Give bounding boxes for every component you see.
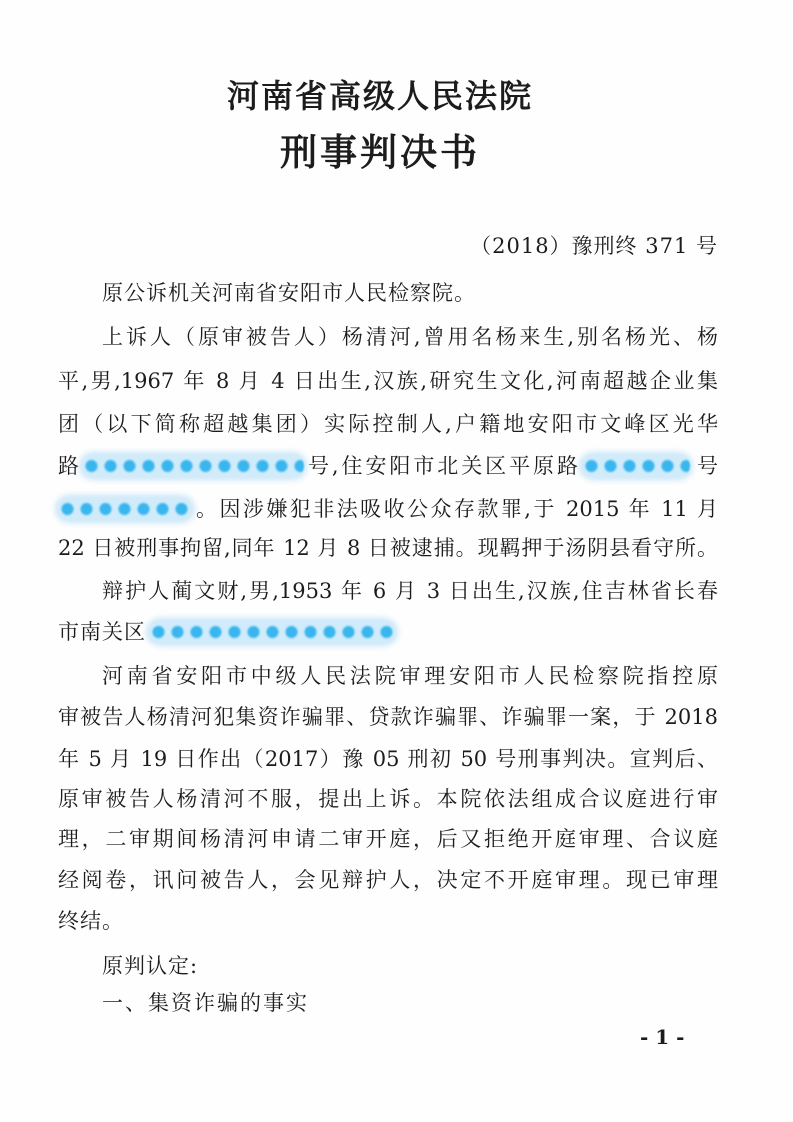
court-name-title: 河南省高级人民法院 bbox=[226, 77, 533, 115]
appellant-line-1: 上诉人（原审被告人）杨清河,曾用名杨来生,别名杨光、杨 bbox=[102, 325, 718, 349]
case-number: （2018）豫刑终 371 号 bbox=[470, 234, 718, 258]
appellant-line-4-text-a: 路 bbox=[58, 454, 79, 478]
prosecutor-line: 原公诉机关河南省安阳市人民检察院。 bbox=[102, 281, 476, 305]
appellant-line-3: 团（以下简称超越集团）实际控制人,户籍地安阳市文峰区光华 bbox=[58, 412, 718, 436]
appellant-line-5-text: 。因涉嫌犯非法吸收公众存款罪,于 2015 年 11 月 bbox=[196, 497, 718, 521]
appellant-line-5 bbox=[58, 488, 718, 530]
redaction-blur bbox=[582, 455, 690, 477]
section-heading-1: 一、集资诈骗的事实 bbox=[102, 991, 309, 1015]
page-number: - 1 - bbox=[640, 1025, 685, 1049]
appellant-line-4 bbox=[58, 445, 718, 487]
procedure-line-5: 理，二审期间杨清河申请二审开庭，后又拒绝开庭审理、合议庭 bbox=[58, 827, 718, 851]
appellant-line-4-text-c: 号 bbox=[697, 454, 718, 478]
defender-line-2-text: 市南关区 bbox=[58, 620, 146, 644]
redaction-blur bbox=[149, 621, 395, 643]
appellant-line-6: 22 日被刑事拘留,同年 12 月 8 日被逮捕。现羁押于汤阴县看守所。 bbox=[58, 536, 718, 560]
defender-line-1: 辩护人蔺文财,男,1953 年 6 月 3 日出生,汉族,住吉林省长春 bbox=[102, 579, 718, 603]
redaction-blur bbox=[82, 455, 304, 477]
procedure-line-3: 年 5 月 19 日作出（2017）豫 05 刑初 50 号刑事判决。宣判后、 bbox=[58, 747, 718, 771]
procedure-line-4: 原审被告人杨清河不服，提出上诉。本院依法组成合议庭进行审 bbox=[58, 787, 718, 811]
appellant-line-4-text-b: 号,住安阳市北关区平原路 bbox=[308, 454, 578, 478]
appellant-line-2: 平,男,1967 年 8 月 4 日出生,汉族,研究生文化,河南超越企业集 bbox=[58, 369, 718, 393]
original-judgment-heading: 原判认定: bbox=[102, 954, 199, 978]
redaction-blur bbox=[58, 498, 192, 520]
document-type-title: 刑事判决书 bbox=[280, 130, 480, 174]
defender-line-2 bbox=[58, 611, 718, 653]
procedure-line-1: 河南省安阳市中级人民法院审理安阳市人民检察院指控原 bbox=[102, 664, 718, 688]
procedure-line-2: 审被告人杨清河犯集资诈骗罪、贷款诈骗罪、诈骗罪一案，于 2018 bbox=[58, 705, 718, 729]
procedure-line-7: 终结。 bbox=[58, 909, 124, 933]
procedure-line-6: 经阅卷，讯问被告人，会见辩护人，决定不开庭审理。现已审理 bbox=[58, 868, 718, 892]
